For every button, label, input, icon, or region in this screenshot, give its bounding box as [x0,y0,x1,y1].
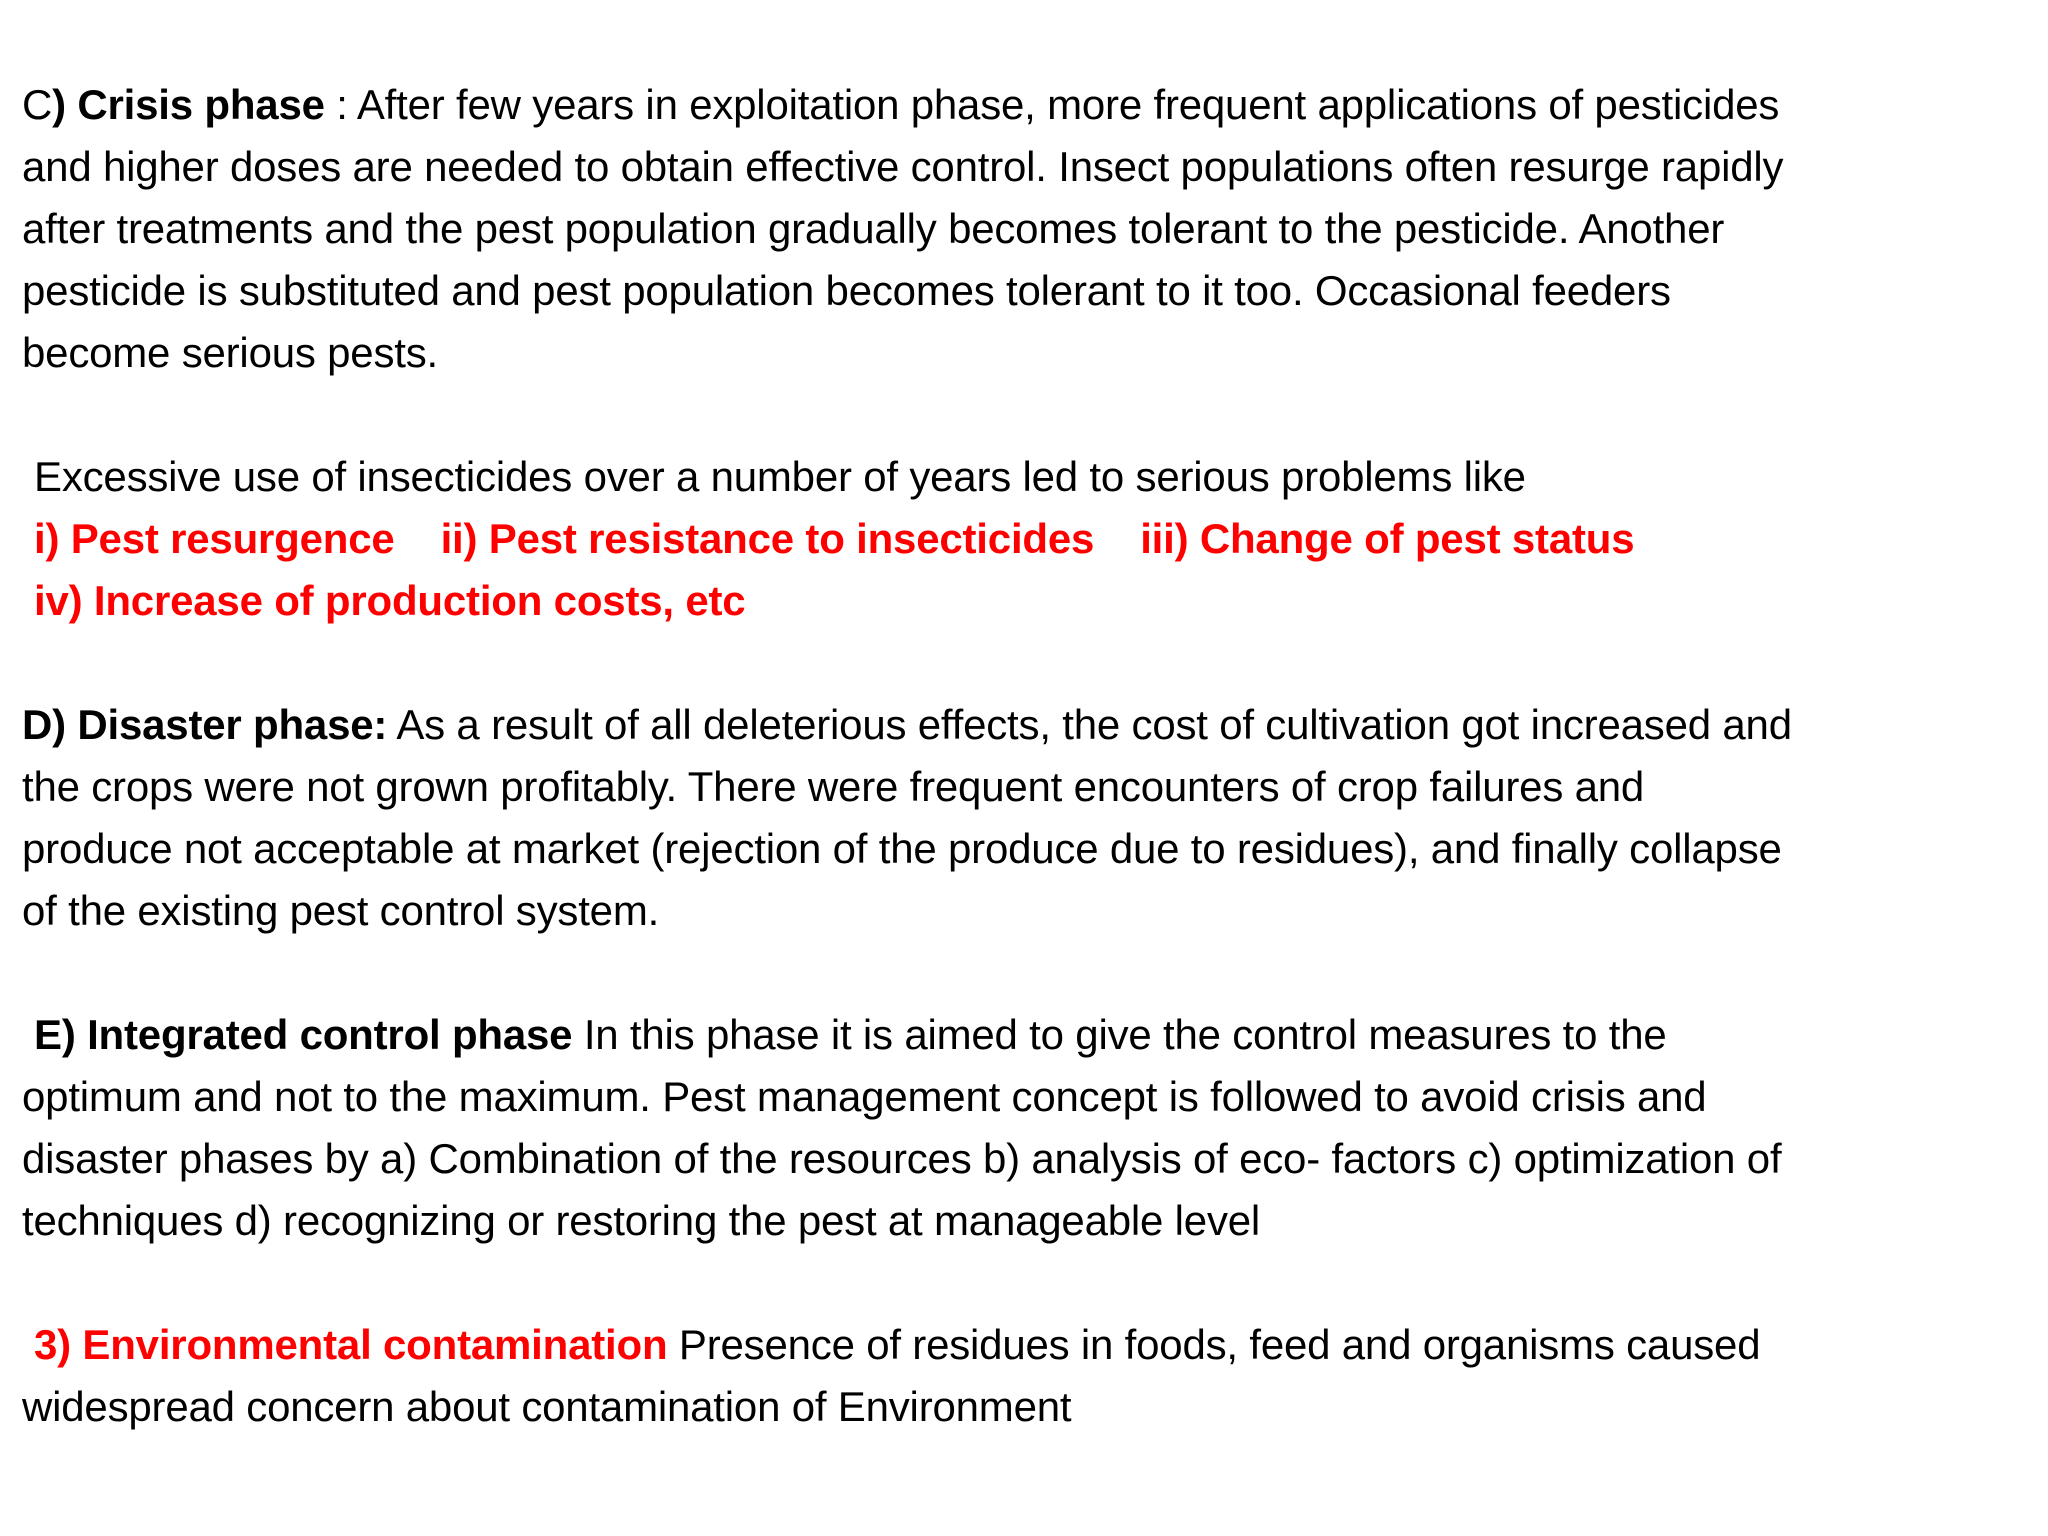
env-line-2: widespread concern about contamination of Environment [22,1383,1072,1430]
environmental-contamination-paragraph [22,1314,2032,1438]
disaster-line-4: of the existing pest control system. [22,887,660,934]
crisis-text: : After few years in exploitation phase, more frequent applications of pesticides [324,81,1780,128]
crisis-heading: ) Crisis phase [52,81,325,128]
integrated-line-2: optimum and not to the maximum. Pest management concept is followed to avoid crisis and [22,1073,1707,1120]
env-text: Presence of residues in foods, feed and organisms caused [667,1321,1761,1368]
disaster-line-1 [22,694,2032,756]
crisis-line-5: become serious pests. [22,329,439,376]
crisis-prefix: C [22,81,53,128]
integrated-text: In this phase it is aimed to give the control measures to the [572,1011,1667,1058]
crisis-line-2: and higher doses are needed to obtain effective control. Insect populations often resurge rapidly [22,143,1784,190]
crisis-line-3: after treatments and the pest population gradually becomes tolerant to the pesticide. Another [22,205,1725,252]
excessive-use-paragraph [22,446,2032,632]
crisis-phase-paragraph [22,74,2032,384]
problem-item: iii) Change of pest status [1140,515,1635,562]
problem-item: iv) Increase of production costs, etc [34,577,746,624]
integrated-line-3: disaster phases by a) Combination of the resources b) analysis of eco- factors c) optimization of [22,1135,1782,1182]
excessive-intro: Excessive use of insecticides over a number of years led to serious problems like [34,453,1526,500]
disaster-line-2: the crops were not grown profitably. There were frequent encounters of crop failures and [22,763,1645,810]
env-line-1 [22,1314,2032,1376]
problem-item: i) Pest resurgence [34,515,395,562]
problems-line-2 [22,570,2032,632]
env-heading: 3) Environmental contamination [34,1321,668,1368]
disaster-heading: D) Disaster phase: [22,701,388,748]
integrated-line-1 [22,1004,2032,1066]
problems-line-1 [22,508,2032,570]
disaster-text: As a result of all deleterious effects, the cost of cultivation got increased and [387,701,1792,748]
crisis-line-1 [22,74,2032,136]
crisis-line-4: pesticide is substituted and pest population becomes tolerant to it too. Occasional feeders [22,267,1671,314]
disaster-phase-paragraph [22,694,2032,942]
problem-item: ii) Pest resistance to insecticides [440,515,1095,562]
disaster-line-3: produce not acceptable at market (rejection of the produce due to residues), and finally collapse [22,825,1782,872]
integrated-control-paragraph [22,1004,2032,1252]
integrated-line-4: techniques d) recognizing or restoring the pest at manageable level [22,1197,1261,1244]
integrated-heading: E) Integrated control phase [34,1011,573,1058]
